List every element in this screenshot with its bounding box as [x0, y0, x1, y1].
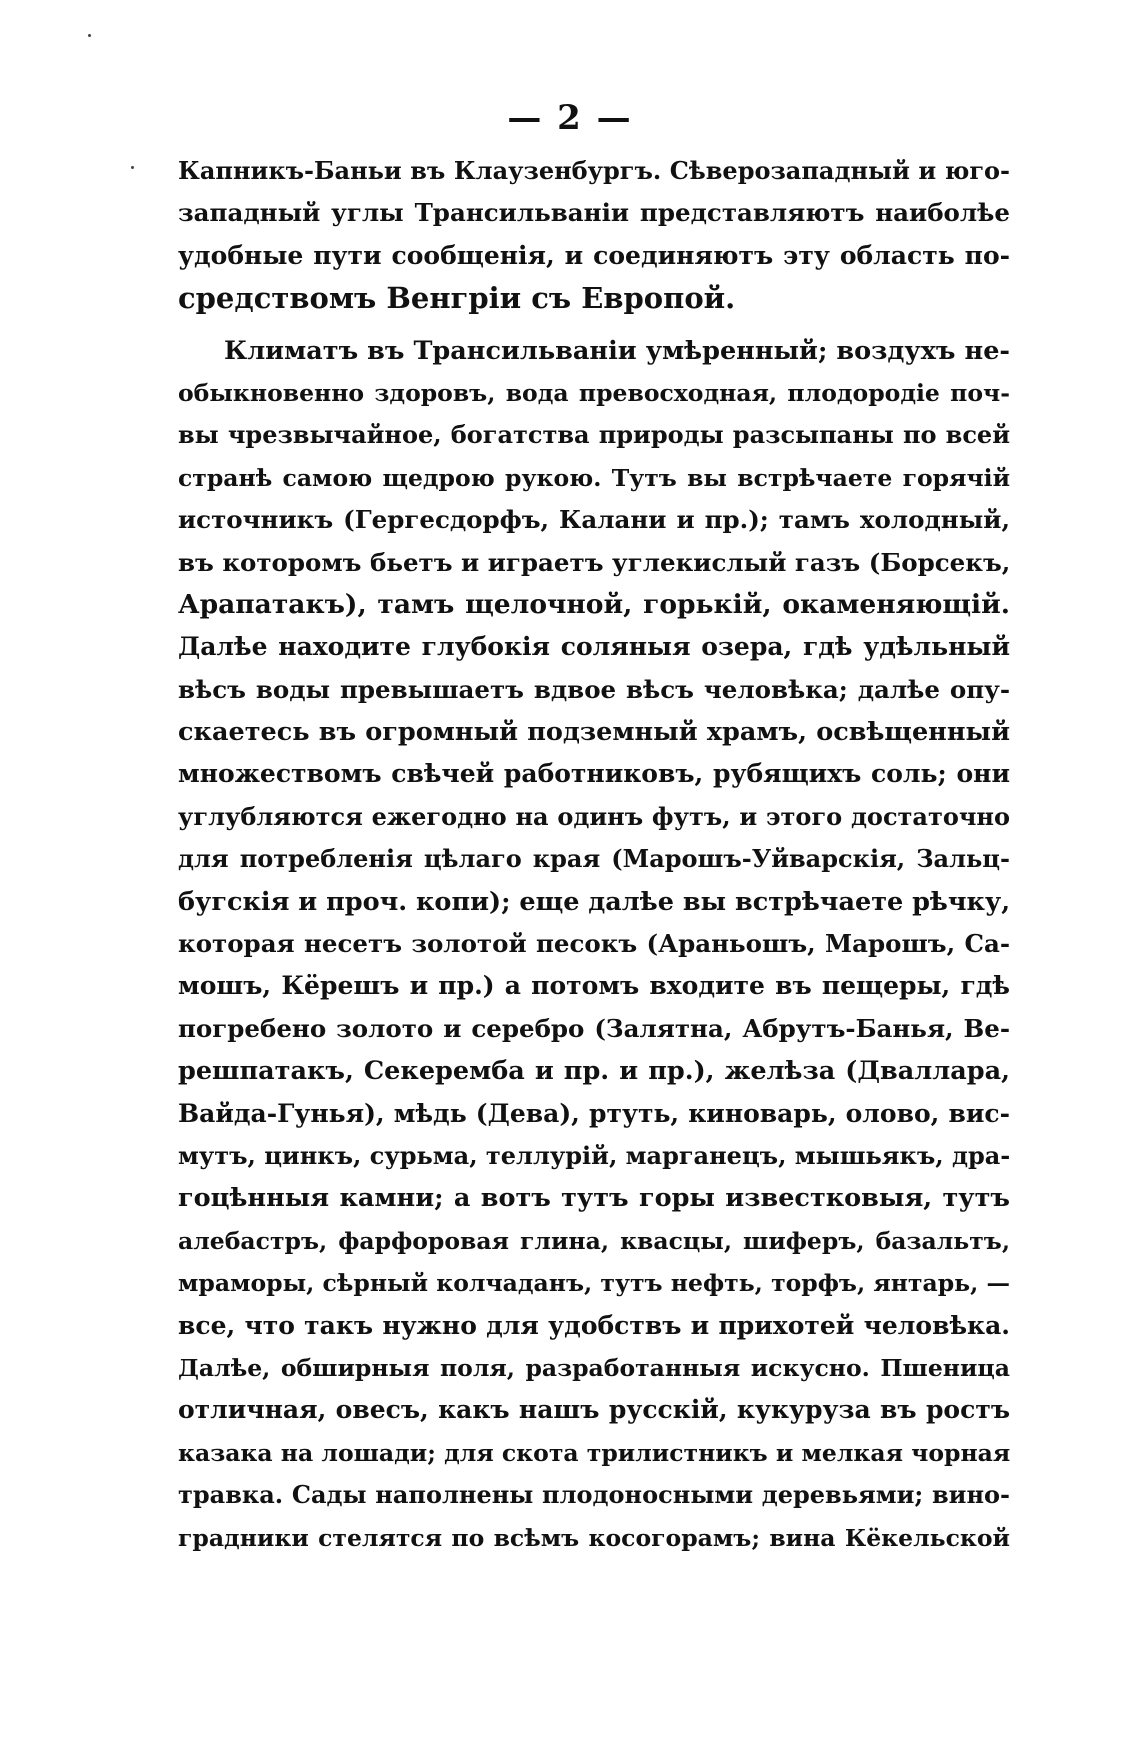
page-number: — 2 — — [507, 98, 633, 138]
text-line: градники стелятся по всѣмъ косогорамъ; вина Кёкельской — [178, 1523, 1010, 1552]
text-line: мошъ, Кёрешъ и пр.) а потомъ входите въ пещеры, гдѣ — [178, 971, 1010, 1001]
paragraph-gap — [178, 320, 1010, 330]
text-line: обыкновенно здоровъ, вода превосходная, плодородіе поч- — [178, 378, 1010, 407]
text-line: удобные пути сообщенія, и соединяютъ эту область по- — [178, 240, 1010, 270]
text-line: Арапатакъ), тамъ щелочной, горькій, окаменяющій. — [178, 588, 1010, 620]
text-line: западный углы Трансильваніи представляютъ наиболѣе — [178, 198, 1010, 228]
text-line: Климатъ въ Трансильваніи умѣренный; воздухъ не- — [224, 335, 1010, 366]
text-line: гоцѣнныя камни; а вотъ тутъ горы известковыя, тутъ — [178, 1183, 1010, 1214]
body-text — [178, 150, 1010, 1559]
text-line: мутъ, цинкъ, сурьма, теллурій, марганецъ, мышьякъ, дра- — [178, 1140, 1011, 1170]
text-line: скаетесь въ огромный подземный храмъ, освѣщенный — [178, 717, 1010, 748]
text-line: погребено золото и серебро (Залятна, Абрутъ-Банья, Ве- — [178, 1013, 1010, 1043]
text-line: странѣ самою щедрою рукою. Тутъ вы встрѣчаете горячій — [178, 463, 1010, 492]
text-line: которая несетъ золотой песокъ (Араньошъ, Марошъ, Са- — [178, 929, 1010, 959]
text-line: алебастръ, фарфоровая глина, квасцы, шиферъ, базальтъ, — [178, 1226, 1010, 1255]
text-line: источникъ (Гергесдорфъ, Калани и пр.); тамъ холодный, — [178, 505, 1010, 535]
print-speck — [131, 166, 134, 169]
text-line: множествомъ свѣчей работниковъ, рубящихъ соль; они — [178, 759, 1010, 789]
print-speck — [88, 34, 91, 37]
text-line: травка. Сады наполнены плодоносными деревьями; вино- — [178, 1480, 1010, 1510]
text-line: въ которомъ бьетъ и играетъ углекислый газъ (Борсекъ, — [178, 547, 1011, 577]
text-line: казака на лошади; для скота трилистникъ и мелкая чорная — [178, 1438, 1011, 1467]
text-line: Капникъ-Баньи въ Клаузенбургъ. Сѣверозападный и юго- — [178, 156, 1010, 185]
text-line: вѣсъ воды превышаетъ вдвое вѣсъ человѣка; далѣе опу- — [178, 674, 1010, 704]
text-line: отличная, овесъ, какъ нашъ русскій, кукуруза въ ростъ — [178, 1395, 1010, 1425]
text-line: Далѣе находите глубокія соляныя озера, гдѣ удѣльный — [178, 632, 1010, 662]
text-line: решпатакъ, Секеремба и пр. и пр.), желѣза (Дваллара, — [178, 1056, 1010, 1087]
text-line: средствомъ Венгріи съ Европой. — [178, 281, 736, 316]
text-line: все, что такъ нужно для удобствъ и прихотей человѣка. — [178, 1310, 1010, 1340]
text-line: Вайда-Гунья), мѣдь (Дева), ртуть, киноварь, олово, вис- — [178, 1098, 1010, 1128]
text-line: мраморы, сѣрный колчаданъ, тутъ нефть, торфъ, янтарь, — — [178, 1269, 1010, 1298]
text-line: вы чрезвычайное, богатства природы разсыпаны по всей — [178, 420, 1010, 450]
text-line: углубляются ежегодно на одинъ футъ, и этого достаточно — [178, 801, 1010, 831]
text-line: бугскія и проч. копи); еще далѣе вы встрѣчаете рѣчку, — [178, 886, 1011, 917]
text-line: для потребленія цѣлаго края (Марошъ-Уйварскія, Зальц- — [178, 844, 1010, 874]
text-line: Далѣе, обширныя поля, разработанныя искусно. Пшеница — [178, 1353, 1010, 1382]
